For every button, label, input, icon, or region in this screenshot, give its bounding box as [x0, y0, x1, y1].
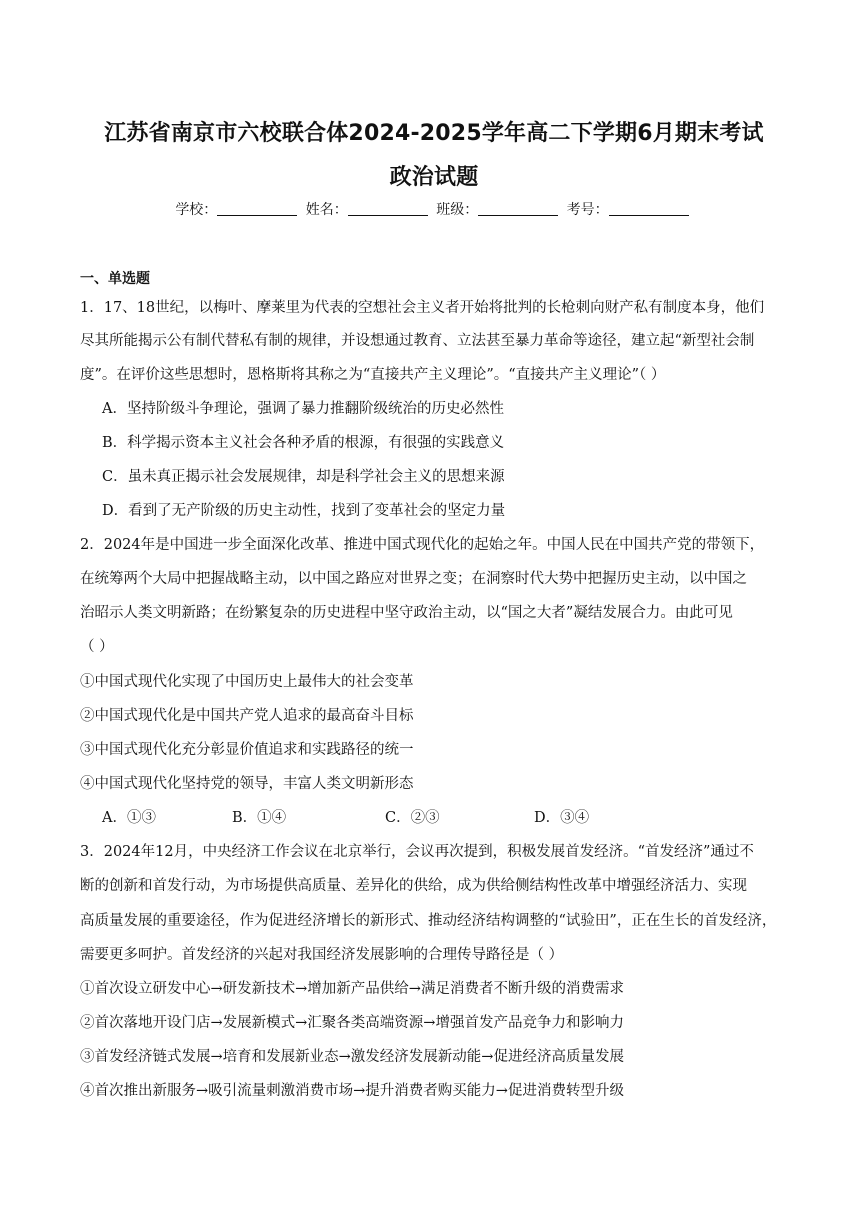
- q1-line: 1．17、18世纪，以梅叶、摩莱里为代表的空想社会主义者开始将批判的长枪刺向财产私有制度本身，他们: [80, 300, 765, 316]
- number-blank[interactable]: [609, 201, 689, 216]
- q3-line: 断的创新和首发行动，为市场提供高质量、差异化的供给，成为供给侧结构性改革中增强经济活力、实现: [80, 878, 747, 894]
- q2-line: 治昭示人类文明新路；在纷繁复杂的历史进程中坚守政治主动，以“国之大者”凝结发展合力。由此可见: [80, 605, 733, 621]
- name-blank[interactable]: [348, 201, 428, 216]
- q2-choice-c: C．②③: [385, 810, 440, 826]
- q2-statement-2: ②中国式现代化是中国共产党人追求的最高奋斗目标: [80, 708, 414, 724]
- q3-statement-2: ②首次落地开设门店→发展新模式→汇聚各类高端资源→增强首发产品竞争力和影响力: [80, 1015, 624, 1031]
- q2-statement-3: ③中国式现代化充分彰显价值追求和实践路径的统一: [80, 742, 414, 758]
- q1-option-c: C．虽未真正揭示社会发展规律，却是科学社会主义的思想来源: [102, 469, 505, 485]
- q1-line: 度”。在评价这些思想时，恩格斯将其称之为“直接共产主义理论”。“直接共产主义理论”（ ）: [80, 367, 666, 383]
- q2-choice-d: D．③④: [534, 810, 590, 826]
- q2-choice-b: B．①④: [232, 810, 287, 826]
- q3-line: 高质量发展的重要途径，作为促进经济增长的新形式、推动经济结构调整的“试验田”，正在生长的首发经济，: [80, 913, 777, 929]
- school-blank[interactable]: [217, 201, 297, 216]
- q2-line: 2．2024年是中国进一步全面深化改革、推进中国式现代化的起始之年。中国人民在中国共产党的带领下，: [80, 537, 765, 553]
- name-label: 姓名：: [305, 202, 348, 218]
- number-label: 考号：: [566, 202, 609, 218]
- exam-subject: 政治试题: [389, 165, 479, 190]
- class-label: 班级：: [436, 202, 479, 218]
- q3-line: 需要更多呵护。首发经济的兴起对我国经济发展影响的合理传导路径是（ ）: [80, 947, 564, 963]
- q2-choice-a: A．①③: [102, 810, 156, 826]
- q2-statement-4: ④中国式现代化坚持党的领导，丰富人类文明新形态: [80, 776, 414, 792]
- exam-title: 江苏省南京市六校联合体2024-2025学年高二下学期6月期末考试: [104, 121, 764, 146]
- q3-line: 3．2024年12月，中央经济工作会议在北京举行，会议再次提到，积极发展首发经济。“首发经济”通过不: [80, 844, 754, 860]
- q3-statement-3: ③首发经济链式发展→培育和发展新业态→激发经济发展新动能→促进经济高质量发展: [80, 1049, 624, 1065]
- q2-statement-1: ①中国式现代化实现了中国历史上最伟大的社会变革: [80, 674, 414, 690]
- q1-option-a: A．坚持阶级斗争理论，强调了暴力推翻阶级统治的历史必然性: [102, 401, 504, 417]
- q3-statement-1: ①首次设立研发中心→研发新技术→增加新产品供给→满足消费者不断升级的消费需求: [80, 981, 624, 997]
- q2-line: 在统筹两个大局中把握战略主动，以中国之路应对世界之变；在洞察时代大势中把握历史主动，以中国之: [80, 571, 747, 587]
- q3-statement-4: ④首次推出新服务→吸引流量刺激消费市场→提升消费者购买能力→促进消费转型升级: [80, 1083, 624, 1099]
- q1-option-d: D．看到了无产阶级的历史主动性，找到了变革社会的坚定力量: [102, 503, 506, 519]
- section-title: 一、单选题: [80, 271, 150, 287]
- q2-line: （ ）: [80, 639, 114, 655]
- q1-option-b: B．科学揭示资本主义社会各种矛盾的根源，有很强的实践意义: [102, 435, 505, 451]
- q1-line: 尽其所能揭示公有制代替私有制的规律，并设想通过教育、立法甚至暴力革命等途径，建立起“新型社会制: [80, 333, 755, 349]
- student-info-row: [0, 199, 868, 219]
- class-blank[interactable]: [478, 201, 558, 216]
- school-label: 学校：: [175, 202, 218, 218]
